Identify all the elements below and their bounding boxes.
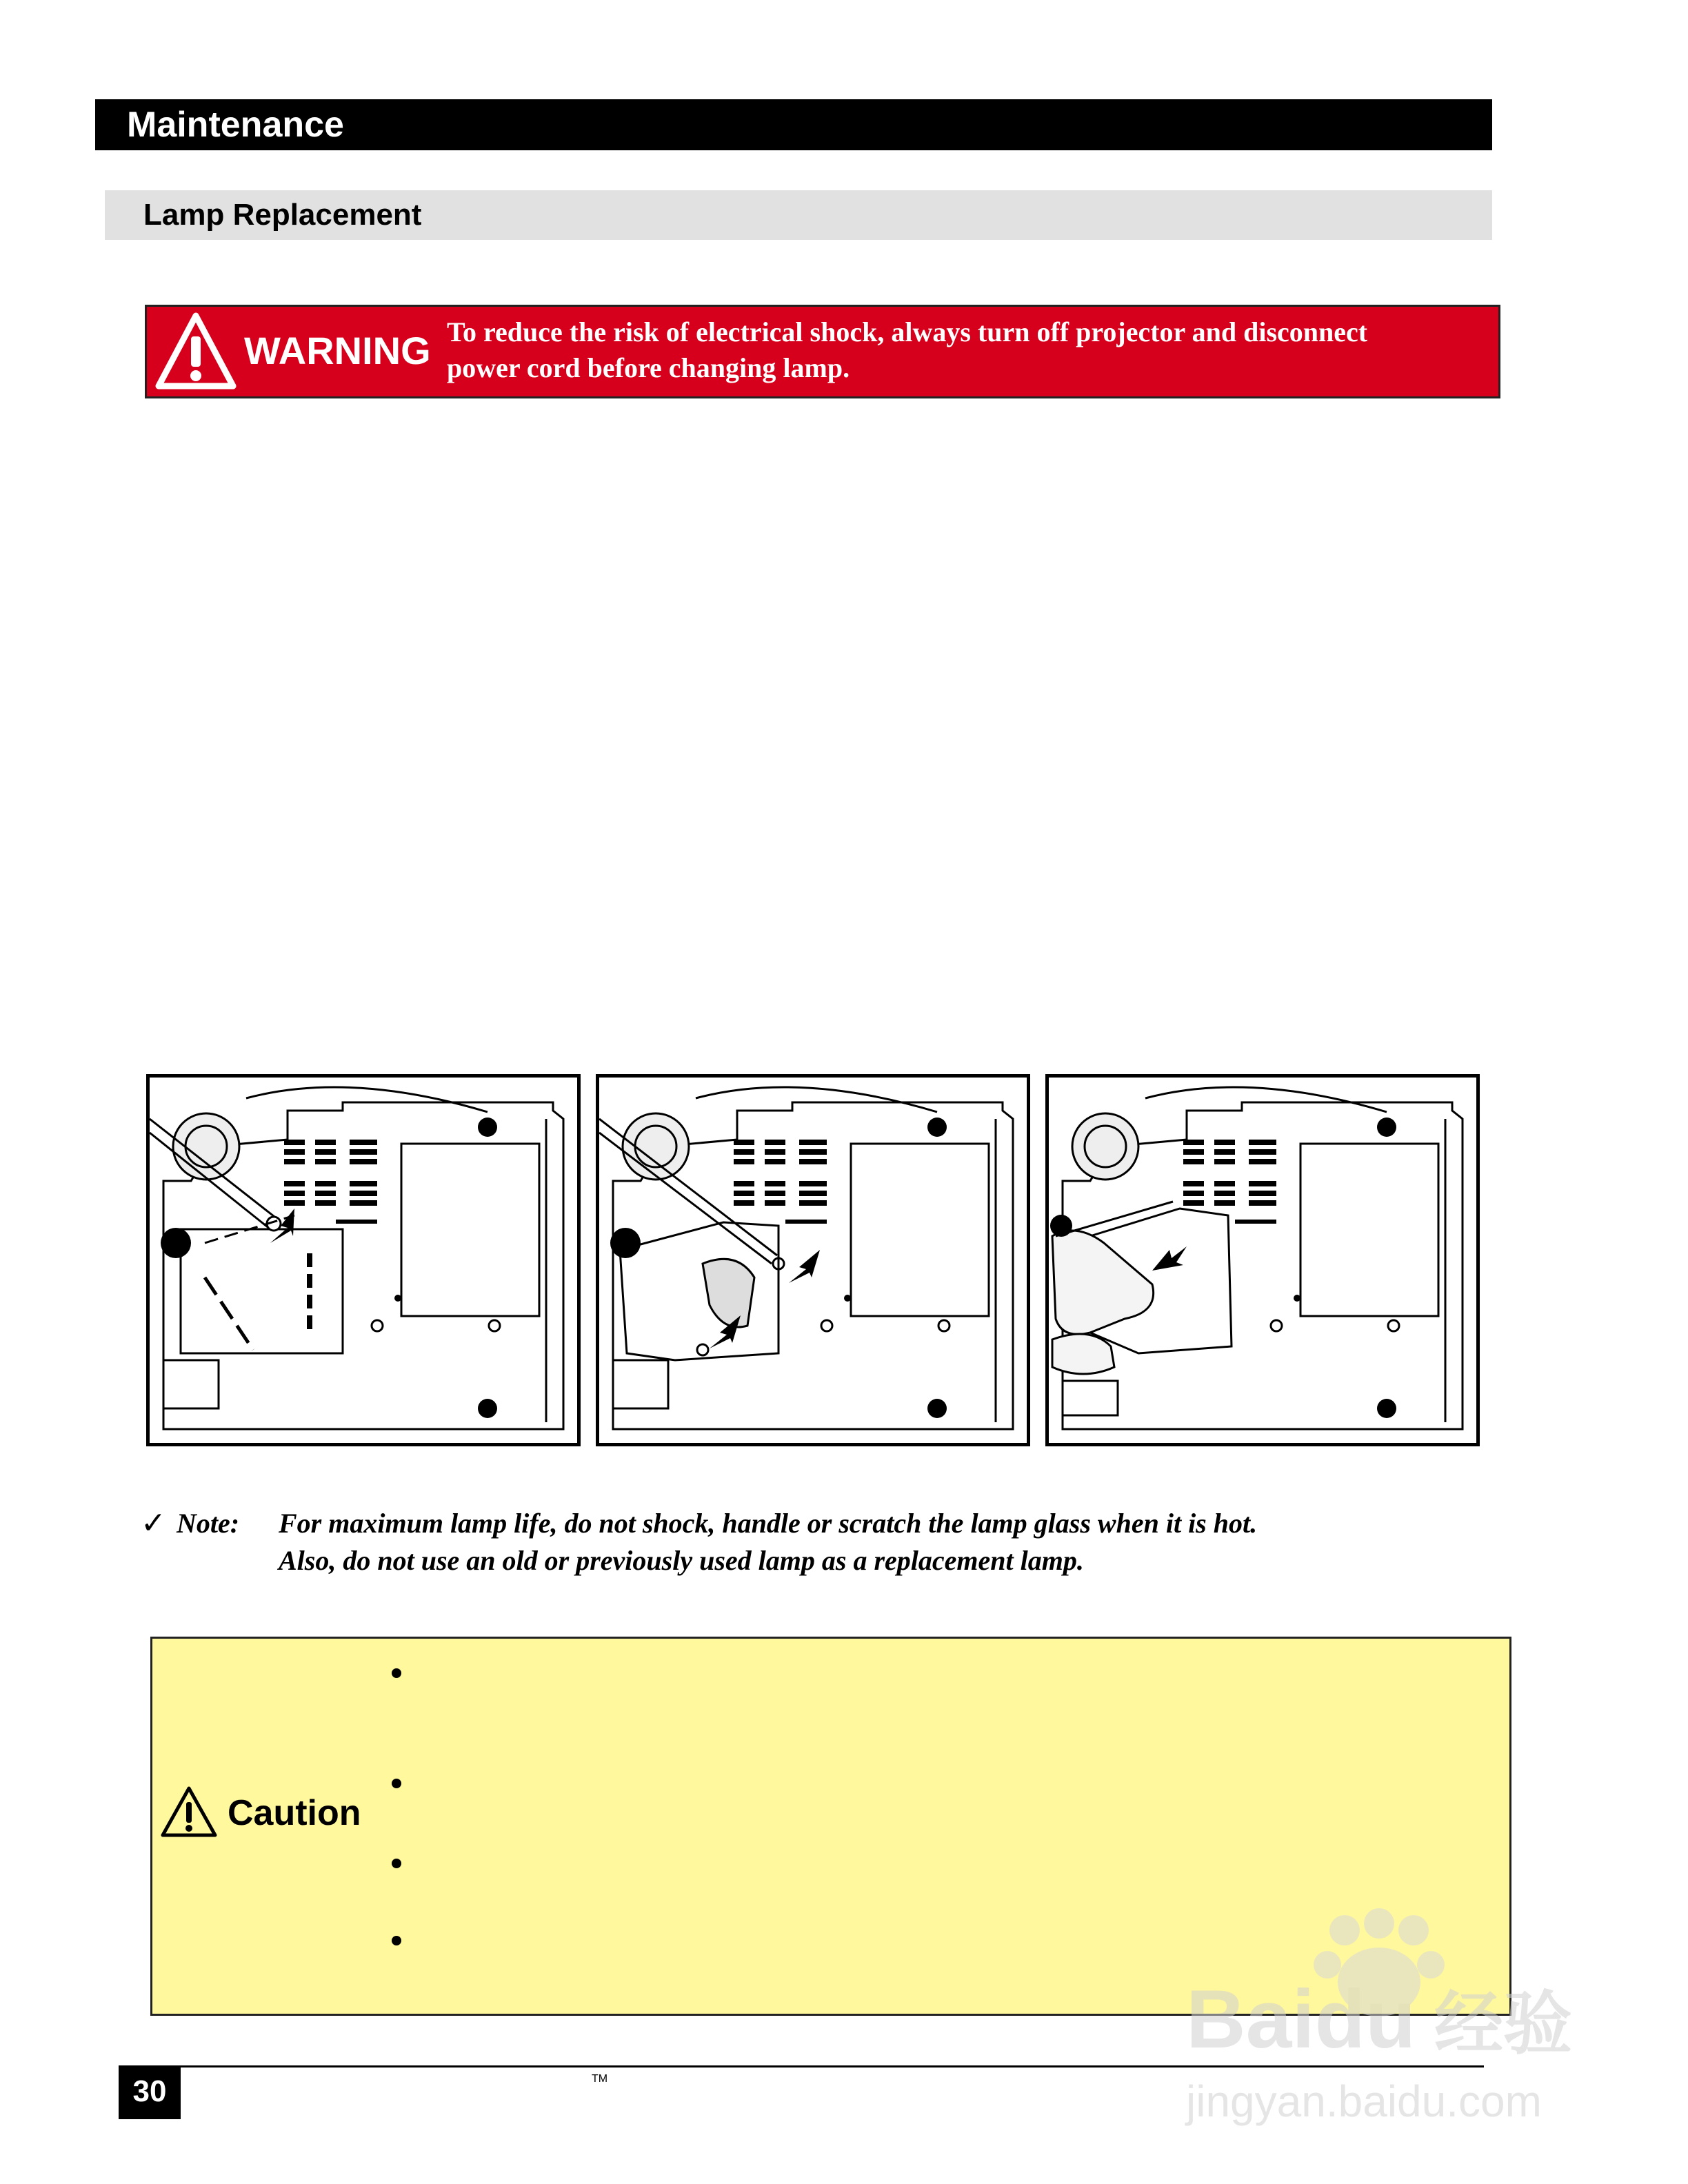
projector-lamp-screws-figure: [599, 1078, 1027, 1443]
projector-bottom-screwdriver-figure: [150, 1078, 577, 1443]
projector-lamp-removal-figure: [1049, 1078, 1476, 1443]
note-check-icon: ✓: [141, 1506, 166, 1540]
caution-triangle-icon: [160, 1786, 218, 1838]
watermark-brand: Baidu: [1186, 1973, 1416, 2065]
warning-text-line-1: To reduce the risk of electrical shock, always turn off projector and disconnect: [447, 316, 1368, 347]
watermark-brand-cn: 经验: [1434, 1983, 1572, 2064]
caution-bullet: [392, 1668, 401, 1678]
note-text-line-2: Also, do not use an old or previously used lamp as a replacement lamp.: [279, 1545, 1084, 1576]
warning-text-line-2: power cord before changing lamp.: [447, 352, 850, 383]
caution-label: Caution: [228, 1793, 361, 1833]
warning-triangle-icon: [153, 310, 239, 393]
figure-2-lamp-screws: [596, 1074, 1030, 1446]
caution-bullet: [392, 1936, 401, 1945]
caution-bullet: [392, 1779, 401, 1788]
baidu-watermark-logo: [1172, 1903, 1586, 2130]
note-text-line-1: For maximum lamp life, do not shock, handle or scratch the lamp glass when it is hot.: [279, 1508, 1258, 1539]
figure-3-lamp-removal: [1045, 1074, 1480, 1446]
page-number: 30: [132, 2074, 167, 2108]
warning-text: [447, 314, 1481, 386]
trademark-mark: TM: [592, 2073, 608, 2085]
figure-1-screwdriver: [146, 1074, 581, 1446]
caution-bullet: [392, 1859, 401, 1868]
note-label: Note:: [177, 1508, 240, 1539]
watermark-url: jingyan.baidu.com: [1186, 2076, 1542, 2126]
section-title: Maintenance: [127, 105, 344, 145]
subsection-title: Lamp Replacement: [143, 198, 422, 232]
warning-label: WARNING: [244, 329, 431, 372]
